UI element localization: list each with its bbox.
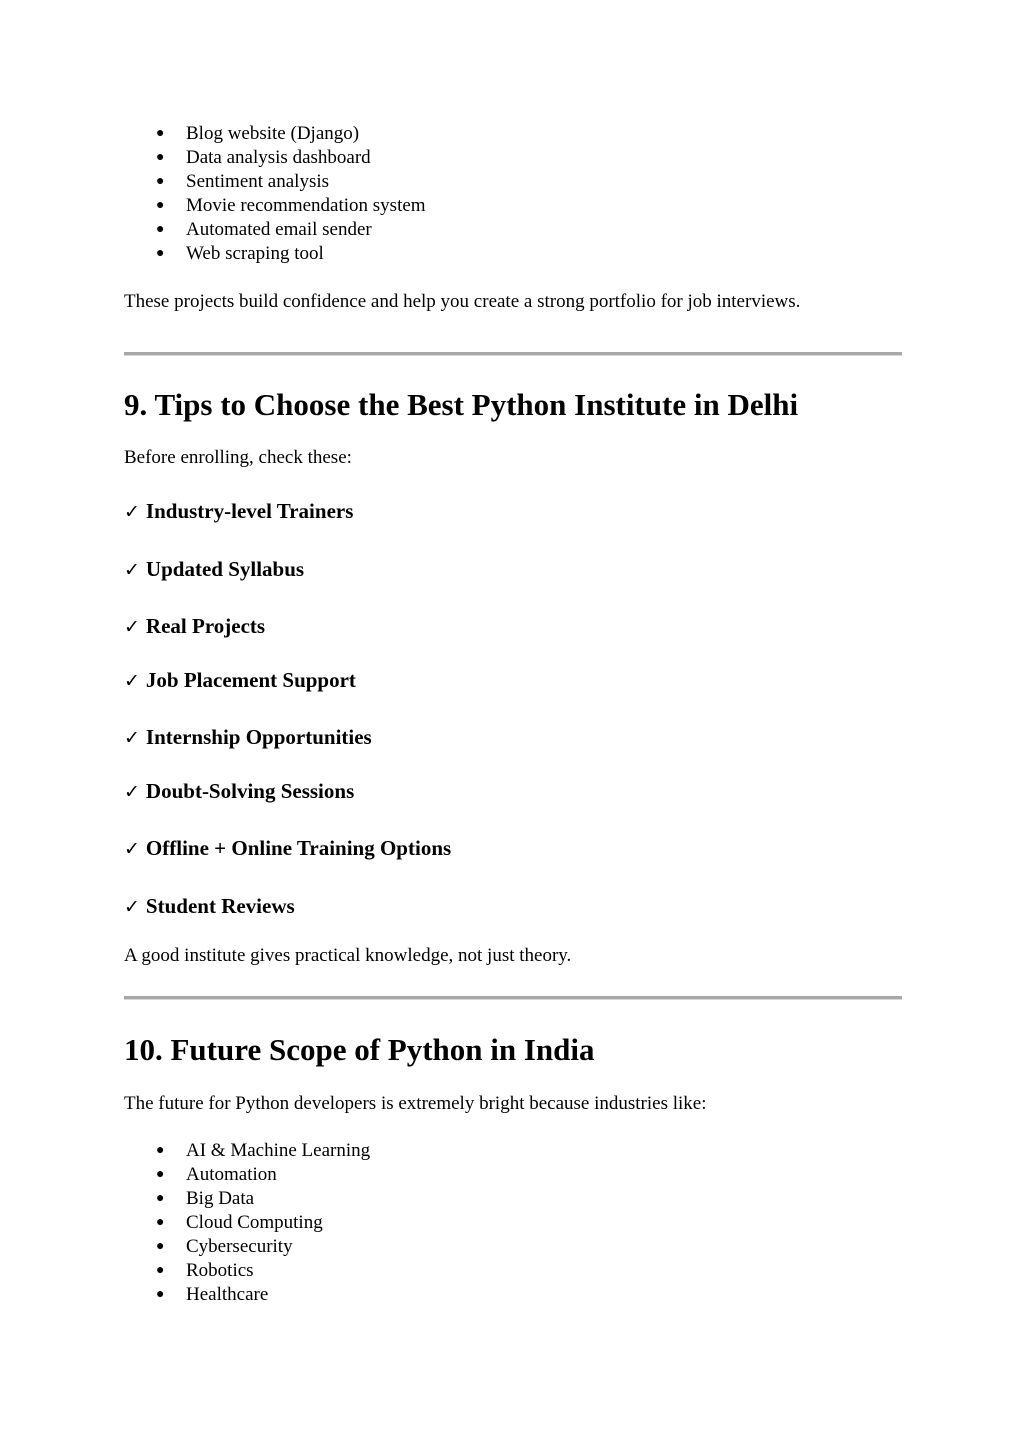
bullet-icon: ●	[156, 1287, 165, 1302]
list-item: Robotics	[186, 1260, 254, 1281]
check-icon: ✓	[124, 781, 140, 803]
check-icon: ✓	[124, 501, 140, 523]
checklist-label: Real Projects	[145, 614, 266, 638]
bullet-icon: ●	[156, 126, 165, 141]
check-icon: ✓	[124, 559, 140, 581]
checklist-label: Student Reviews	[145, 894, 295, 918]
check-icon: ✓	[124, 896, 140, 918]
checklist-item	[124, 614, 265, 639]
list-item: Automation	[186, 1164, 277, 1185]
bullet-icon: ●	[156, 1239, 165, 1254]
list-item: Data analysis dashboard	[186, 147, 371, 168]
bullet-icon: ●	[156, 1143, 165, 1158]
checklist-item	[124, 668, 356, 693]
checklist-item	[124, 894, 295, 919]
list-item: Cybersecurity	[186, 1236, 293, 1257]
bullet-icon: ●	[156, 1167, 165, 1182]
divider	[124, 352, 902, 356]
section-9-intro: Before enrolling, check these:	[124, 447, 352, 468]
list-item: Sentiment analysis	[186, 171, 330, 192]
section-9-heading: 9. Tips to Choose the Best Python Institute in Delhi	[124, 387, 799, 422]
check-icon: ✓	[124, 670, 140, 692]
list-item: Blog website (Django)	[186, 123, 360, 144]
list-item: AI & Machine Learning	[186, 1140, 371, 1161]
divider	[124, 996, 902, 1000]
bullet-icon: ●	[156, 1263, 165, 1278]
checklist-label: Industry-level Trainers	[145, 499, 354, 523]
bullet-icon: ●	[156, 150, 165, 165]
checklist-label: Offline + Online Training Options	[145, 836, 452, 860]
checklist-label: Doubt-Solving Sessions	[145, 779, 355, 803]
projects-paragraph: These projects build confidence and help you create a strong portfolio for job interviews.	[124, 291, 801, 312]
list-item: Web scraping tool	[186, 243, 324, 264]
list-item: Big Data	[186, 1188, 255, 1209]
check-icon: ✓	[124, 838, 140, 860]
check-icon: ✓	[124, 727, 140, 749]
list-item: Healthcare	[186, 1284, 269, 1305]
list-item: Automated email sender	[186, 219, 372, 240]
section-9-closing: A good institute gives practical knowledge, not just theory.	[124, 945, 572, 966]
checklist-label: Internship Opportunities	[145, 725, 372, 749]
checklist-item	[124, 836, 451, 861]
checklist-item	[124, 779, 354, 804]
bullet-icon: ●	[156, 246, 165, 261]
list-item: Movie recommendation system	[186, 195, 426, 216]
check-icon: ✓	[124, 616, 140, 638]
bullet-icon: ●	[156, 174, 165, 189]
bullet-icon: ●	[156, 198, 165, 213]
section-10-heading: 10. Future Scope of Python in India	[124, 1032, 595, 1067]
section-10-intro: The future for Python developers is extremely bright because industries like:	[124, 1093, 707, 1114]
bullet-icon: ●	[156, 1191, 165, 1206]
bullet-icon: ●	[156, 222, 165, 237]
checklist-item	[124, 499, 353, 524]
list-item: Cloud Computing	[186, 1212, 323, 1233]
bullet-icon: ●	[156, 1215, 165, 1230]
checklist-item	[124, 725, 372, 750]
checklist-item	[124, 557, 304, 582]
checklist-label: Job Placement Support	[145, 668, 356, 692]
checklist-label: Updated Syllabus	[145, 557, 305, 581]
